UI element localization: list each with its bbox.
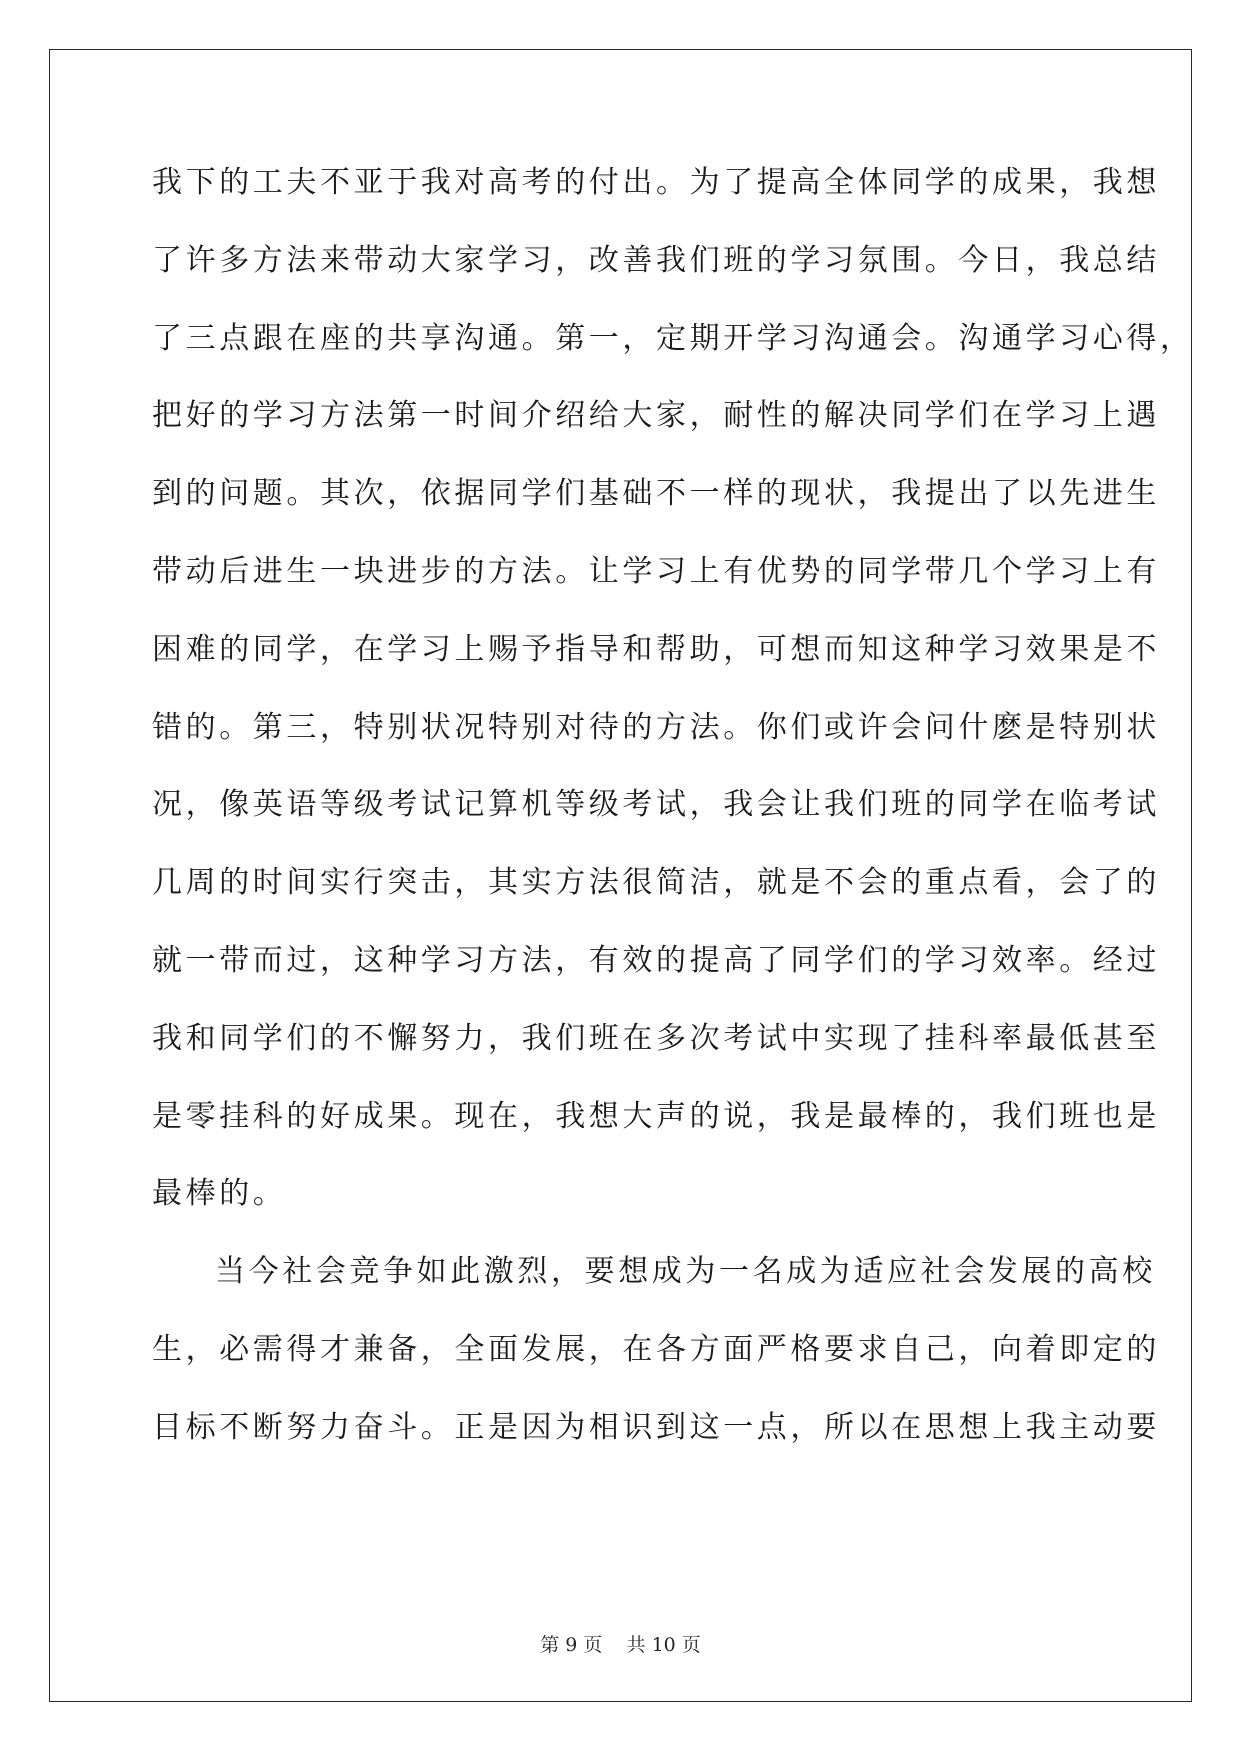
text-line: 了许多方法来带动大家学习，改善我们班的学习氛围。今日，我总结 [152, 242, 1160, 278]
text-line: 最棒的。 [152, 1176, 287, 1212]
text-line: 把好的学习方法第一时间介绍给大家，耐性的解决同学们在学习上遇 [152, 398, 1160, 434]
text-line: 是零挂科的好成果。现在，我想大声的说，我是最棒的，我们班也是 [152, 1098, 1160, 1134]
text-line: 我和同学们的不懈努力，我们班在多次考试中实现了挂科率最低甚至 [152, 1020, 1160, 1056]
page-number: 第 9 页 共 10 页 [540, 1634, 701, 1656]
text-line: 带动后进生一块进步的方法。让学习上有优势的同学带几个学习上有 [152, 553, 1160, 589]
document-body [152, 163, 1194, 1486]
text-line: 到的问题。其次，依据同学们基础不一样的现状，我提出了以先进生 [152, 476, 1160, 512]
text-line: 就一带而过，这种学习方法，有效的提高了同学们的学习效率。经过 [152, 942, 1160, 978]
text-line: 错的。第三，特别状况特别对待的方法。你们或许会问什麽是特别状 [152, 709, 1160, 745]
text-line: 生，必需得才兼备，全面发展，在各方面严格要求自己，向着即定的 [152, 1331, 1160, 1367]
text-line: 几周的时间实行突击，其实方法很简洁，就是不会的重点看，会了的 [152, 865, 1160, 901]
text-line: 我下的工夫不亚于我对高考的付出。为了提高全体同学的成果，我想 [152, 165, 1160, 200]
text-line: 况，像英语等级考试记算机等级考试，我会让我们班的同学在临考试 [152, 787, 1160, 823]
text-line: 目标不断努力奋斗。正是因为相识到这一点，所以在思想上我主动要 [152, 1409, 1160, 1445]
text-line: 当今社会竞争如此激烈，要想成为一名成为适应社会发展的高校 [215, 1254, 1156, 1290]
text-line: 了三点跟在座的共享沟通。第一，定期开学习沟通会。沟通学习心得， [152, 320, 1194, 356]
text-line: 困难的同学，在学习上赐予指导和帮助，可想而知这种学习效果是不 [152, 631, 1160, 667]
